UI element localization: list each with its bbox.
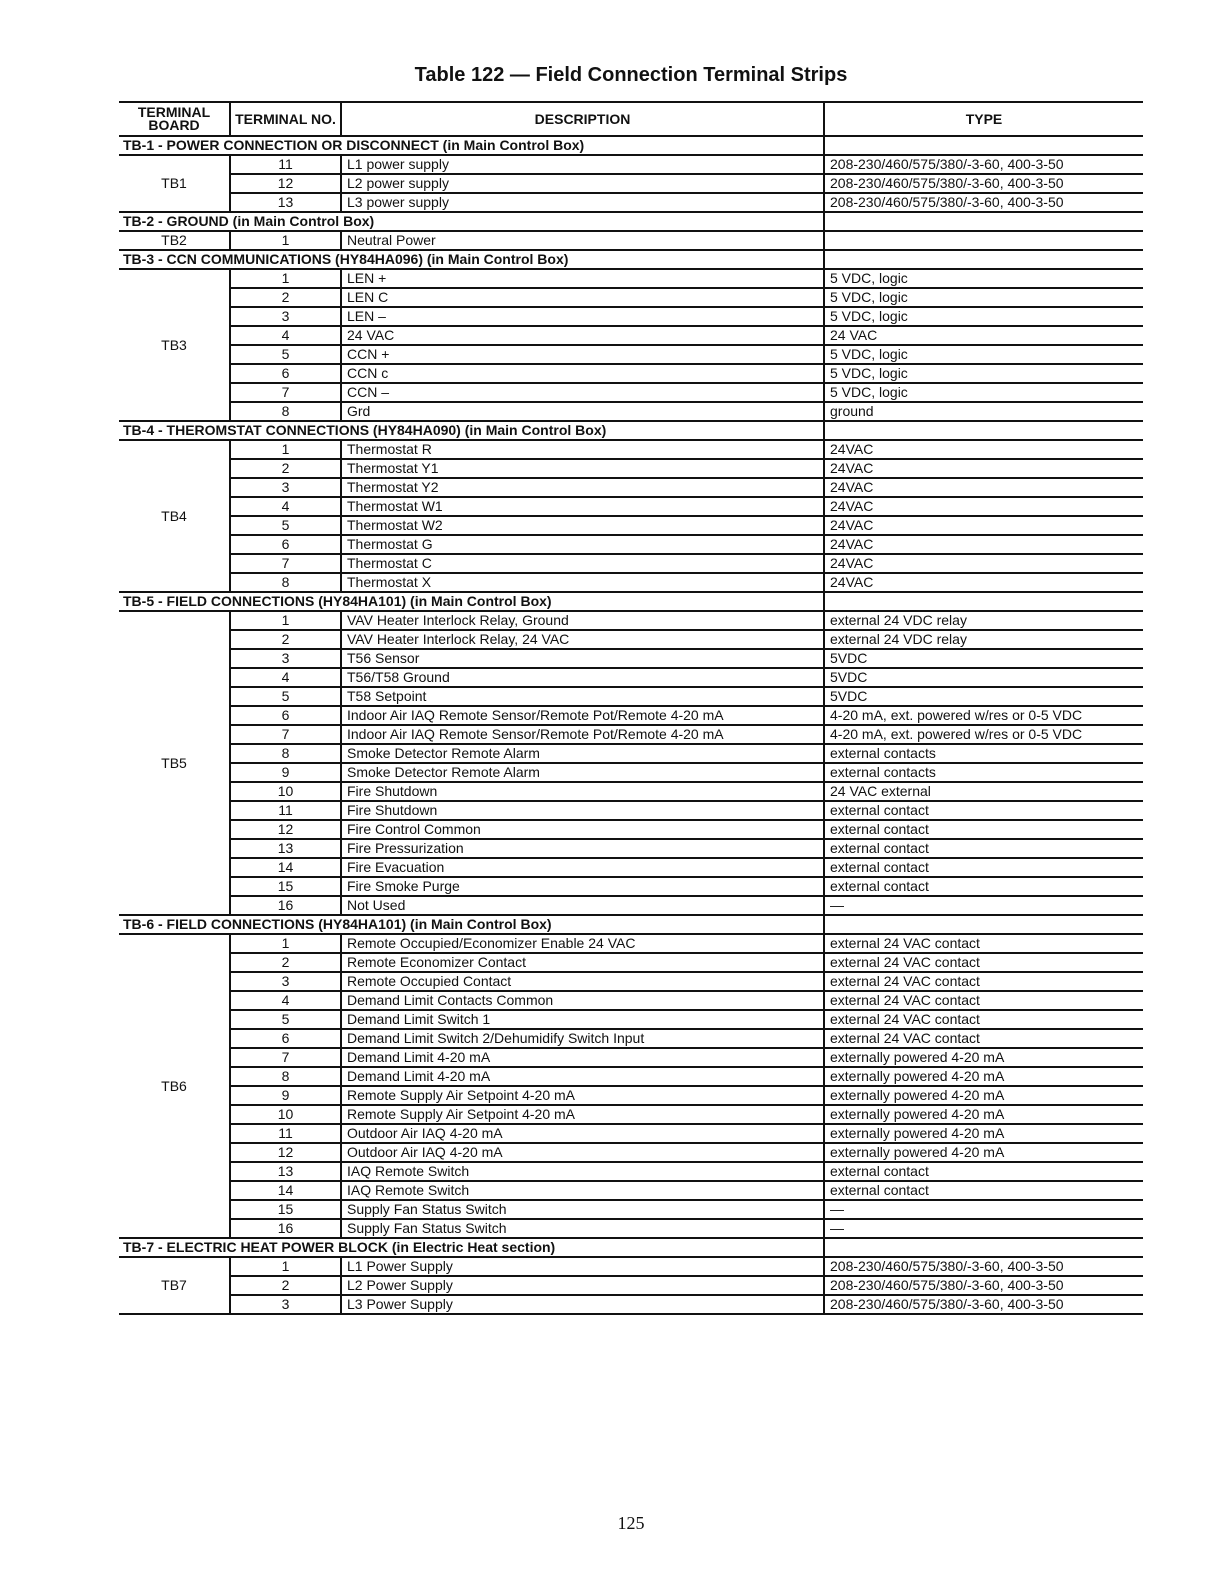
description-cell: Fire Shutdown [341, 782, 824, 801]
table-row [119, 1200, 1143, 1219]
section-title: TB-3 - CCN COMMUNICATIONS (HY84HA096) (in Main Control Box) [119, 250, 824, 269]
table-row [119, 193, 1143, 212]
table-row [119, 820, 1143, 839]
terminal-number-cell: 13 [230, 193, 341, 212]
terminal-number-cell: 11 [230, 155, 341, 174]
terminal-number-cell: 4 [230, 991, 341, 1010]
table-row [119, 573, 1143, 592]
terminal-number-cell: 6 [230, 364, 341, 383]
table-row [119, 1029, 1143, 1048]
terminal-board-cell: TB3 [119, 269, 230, 421]
table-row [119, 1295, 1143, 1314]
table-row [119, 554, 1143, 573]
description-cell: Remote Occupied/Economizer Enable 24 VAC [341, 934, 824, 953]
section-title: TB-1 - POWER CONNECTION OR DISCONNECT (in Main Control Box) [119, 136, 824, 155]
description-cell: Fire Pressurization [341, 839, 824, 858]
table-row [119, 1086, 1143, 1105]
table-row [119, 345, 1143, 364]
description-cell: Remote Supply Air Setpoint 4-20 mA [341, 1086, 824, 1105]
terminal-number-cell: 8 [230, 744, 341, 763]
table-row [119, 155, 1143, 174]
table-row [119, 174, 1143, 193]
terminal-number-cell: 6 [230, 706, 341, 725]
type-cell: externally powered 4-20 mA [824, 1143, 1143, 1162]
section-title: TB-2 - GROUND (in Main Control Box) [119, 212, 824, 231]
table-row [119, 1143, 1143, 1162]
description-cell: T58 Setpoint [341, 687, 824, 706]
table-row [119, 972, 1143, 991]
description-cell: Fire Control Common [341, 820, 824, 839]
table-row [119, 459, 1143, 478]
table-row [119, 478, 1143, 497]
terminal-number-cell: 3 [230, 1295, 341, 1314]
table-row [119, 364, 1143, 383]
type-cell: 24VAC [824, 497, 1143, 516]
page-number: 125 [617, 1513, 645, 1533]
description-cell: T56 Sensor [341, 649, 824, 668]
terminal-number-cell: 16 [230, 896, 341, 915]
type-cell: 208-230/460/575/380/-3-60, 400-3-50 [824, 1276, 1143, 1295]
table-row [119, 326, 1143, 345]
description-cell: Indoor Air IAQ Remote Sensor/Remote Pot/Remote 4-20 mA [341, 706, 824, 725]
type-cell: external contact [824, 839, 1143, 858]
type-cell: external contacts [824, 763, 1143, 782]
terminal-number-cell: 3 [230, 649, 341, 668]
terminal-number-cell: 2 [230, 630, 341, 649]
description-cell: 24 VAC [341, 326, 824, 345]
table-row [119, 269, 1143, 288]
table-row [119, 1010, 1143, 1029]
description-cell: Thermostat G [341, 535, 824, 554]
type-cell: 24 VAC [824, 326, 1143, 345]
type-cell: 24VAC [824, 459, 1143, 478]
table-row [119, 858, 1143, 877]
table-row [119, 668, 1143, 687]
type-cell: 5VDC [824, 649, 1143, 668]
terminal-number-cell: 2 [230, 288, 341, 307]
section-header-row [119, 592, 1143, 611]
terminal-number-cell: 5 [230, 1010, 341, 1029]
terminal-number-cell: 4 [230, 497, 341, 516]
table-row [119, 1048, 1143, 1067]
table-row [119, 516, 1143, 535]
terminal-number-cell: 10 [230, 782, 341, 801]
table-row [119, 896, 1143, 915]
table-row [119, 1257, 1143, 1276]
table-row [119, 991, 1143, 1010]
terminal-board-cell: TB4 [119, 440, 230, 592]
terminal-number-cell: 12 [230, 1143, 341, 1162]
description-cell: Outdoor Air IAQ 4-20 mA [341, 1143, 824, 1162]
table-row [119, 649, 1143, 668]
terminal-number-cell: 7 [230, 1048, 341, 1067]
type-cell: external contact [824, 877, 1143, 896]
section-title: TB-5 - FIELD CONNECTIONS (HY84HA101) (in Main Control Box) [119, 592, 824, 611]
terminal-number-cell: 6 [230, 535, 341, 554]
table-row [119, 1219, 1143, 1238]
type-cell: 5 VDC, logic [824, 364, 1143, 383]
description-cell: L3 power supply [341, 193, 824, 212]
terminal-board-cell: TB6 [119, 934, 230, 1238]
terminal-number-cell: 7 [230, 383, 341, 402]
description-cell: LEN C [341, 288, 824, 307]
description-cell: Thermostat R [341, 440, 824, 459]
type-cell: 24VAC [824, 440, 1143, 459]
section-type-blank [824, 592, 1143, 611]
description-cell: Thermostat Y2 [341, 478, 824, 497]
table-row [119, 611, 1143, 630]
table-row [119, 1105, 1143, 1124]
type-cell: externally powered 4-20 mA [824, 1086, 1143, 1105]
type-cell: external 24 VDC relay [824, 630, 1143, 649]
terminal-strips-table [119, 101, 1143, 1315]
table-row [119, 1276, 1143, 1295]
type-cell: 5 VDC, logic [824, 288, 1143, 307]
terminal-board-cell: TB7 [119, 1257, 230, 1314]
description-cell: CCN – [341, 383, 824, 402]
section-header-row [119, 1238, 1143, 1257]
section-title: TB-6 - FIELD CONNECTIONS (HY84HA101) (in Main Control Box) [119, 915, 824, 934]
terminal-number-cell: 2 [230, 953, 341, 972]
terminal-number-cell: 12 [230, 820, 341, 839]
header-row [119, 102, 1143, 136]
terminal-number-cell: 3 [230, 307, 341, 326]
type-cell: 208-230/460/575/380/-3-60, 400-3-50 [824, 193, 1143, 212]
type-cell: external contact [824, 858, 1143, 877]
description-cell: L1 Power Supply [341, 1257, 824, 1276]
type-cell: — [824, 896, 1143, 915]
description-cell: Fire Evacuation [341, 858, 824, 877]
table-row [119, 288, 1143, 307]
description-cell: Demand Limit Switch 2/Dehumidify Switch Input [341, 1029, 824, 1048]
type-cell: 5 VDC, logic [824, 383, 1143, 402]
type-cell: external 24 VAC contact [824, 972, 1143, 991]
type-cell: ground [824, 402, 1143, 421]
table-row [119, 687, 1143, 706]
type-cell: 24 VAC external [824, 782, 1143, 801]
type-cell: external contact [824, 1181, 1143, 1200]
type-cell: 5 VDC, logic [824, 345, 1143, 364]
terminal-number-cell: 3 [230, 972, 341, 991]
table-title: Table 122 — Field Connection Terminal Strips [414, 64, 848, 86]
terminal-number-cell: 15 [230, 877, 341, 896]
table-row [119, 801, 1143, 820]
table-row [119, 1124, 1143, 1143]
type-cell: 5 VDC, logic [824, 307, 1143, 326]
type-cell: external 24 VAC contact [824, 1010, 1143, 1029]
table-row [119, 706, 1143, 725]
header-description: DESCRIPTION [341, 102, 824, 136]
terminal-board-cell: TB1 [119, 155, 230, 212]
description-cell: Remote Economizer Contact [341, 953, 824, 972]
table-row [119, 440, 1143, 459]
description-cell: Demand Limit 4-20 mA [341, 1048, 824, 1067]
description-cell: Thermostat X [341, 573, 824, 592]
table-row [119, 1067, 1143, 1086]
description-cell: IAQ Remote Switch [341, 1162, 824, 1181]
section-type-blank [824, 136, 1143, 155]
type-cell: 4-20 mA, ext. powered w/res or 0-5 VDC [824, 706, 1143, 725]
type-cell: externally powered 4-20 mA [824, 1067, 1143, 1086]
terminal-number-cell: 15 [230, 1200, 341, 1219]
type-cell: 24VAC [824, 535, 1143, 554]
terminal-number-cell: 11 [230, 801, 341, 820]
table-row [119, 231, 1143, 250]
section-type-blank [824, 915, 1143, 934]
type-cell: 208-230/460/575/380/-3-60, 400-3-50 [824, 155, 1143, 174]
description-cell: Neutral Power [341, 231, 824, 250]
section-header-row [119, 421, 1143, 440]
description-cell: Thermostat C [341, 554, 824, 573]
terminal-board-cell: TB2 [119, 231, 230, 250]
description-cell: Demand Limit 4-20 mA [341, 1067, 824, 1086]
terminal-number-cell: 1 [230, 934, 341, 953]
terminal-number-cell: 1 [230, 611, 341, 630]
terminal-number-cell: 12 [230, 174, 341, 193]
description-cell: VAV Heater Interlock Relay, 24 VAC [341, 630, 824, 649]
type-cell: external contact [824, 1162, 1143, 1181]
terminal-number-cell: 2 [230, 1276, 341, 1295]
description-cell: CCN + [341, 345, 824, 364]
terminal-number-cell: 11 [230, 1124, 341, 1143]
section-type-blank [824, 250, 1143, 269]
section-header-row [119, 212, 1143, 231]
description-cell: Grd [341, 402, 824, 421]
terminal-number-cell: 6 [230, 1029, 341, 1048]
type-cell: 5 VDC, logic [824, 269, 1143, 288]
description-cell: LEN – [341, 307, 824, 326]
section-type-blank [824, 421, 1143, 440]
description-cell: Thermostat W2 [341, 516, 824, 535]
terminal-board-cell: TB5 [119, 611, 230, 915]
type-cell: external contact [824, 820, 1143, 839]
type-cell: 208-230/460/575/380/-3-60, 400-3-50 [824, 174, 1143, 193]
description-cell: Remote Supply Air Setpoint 4-20 mA [341, 1105, 824, 1124]
description-cell: L2 Power Supply [341, 1276, 824, 1295]
header-type: TYPE [824, 102, 1143, 136]
table-row [119, 497, 1143, 516]
terminal-number-cell: 1 [230, 1257, 341, 1276]
description-cell: LEN + [341, 269, 824, 288]
terminal-number-cell: 1 [230, 231, 341, 250]
section-header-row [119, 250, 1143, 269]
section-title: TB-7 - ELECTRIC HEAT POWER BLOCK (in Electric Heat section) [119, 1238, 824, 1257]
description-cell: Smoke Detector Remote Alarm [341, 763, 824, 782]
terminal-number-cell: 10 [230, 1105, 341, 1124]
header-terminal-no: TERMINAL NO. [230, 102, 341, 136]
type-cell: external 24 VAC contact [824, 991, 1143, 1010]
section-type-blank [824, 212, 1143, 231]
description-cell: VAV Heater Interlock Relay, Ground [341, 611, 824, 630]
terminal-number-cell: 8 [230, 1067, 341, 1086]
terminal-number-cell: 13 [230, 839, 341, 858]
table-row [119, 307, 1143, 326]
table-body [119, 136, 1143, 1314]
terminal-number-cell: 7 [230, 725, 341, 744]
section-type-blank [824, 1238, 1143, 1257]
type-cell: 24VAC [824, 573, 1143, 592]
terminal-number-cell: 8 [230, 573, 341, 592]
table-row [119, 1162, 1143, 1181]
type-cell: externally powered 4-20 mA [824, 1124, 1143, 1143]
description-cell: Smoke Detector Remote Alarm [341, 744, 824, 763]
section-header-row [119, 915, 1143, 934]
table-row [119, 782, 1143, 801]
table-row [119, 953, 1143, 972]
terminal-number-cell: 9 [230, 1086, 341, 1105]
type-cell: — [824, 1200, 1143, 1219]
terminal-number-cell: 16 [230, 1219, 341, 1238]
description-cell: Not Used [341, 896, 824, 915]
description-cell: Supply Fan Status Switch [341, 1200, 824, 1219]
table-row [119, 839, 1143, 858]
description-cell: Indoor Air IAQ Remote Sensor/Remote Pot/Remote 4-20 mA [341, 725, 824, 744]
table-row [119, 744, 1143, 763]
header-terminal-board: TERMINAL BOARD [119, 102, 230, 136]
terminal-number-cell: 5 [230, 516, 341, 535]
description-cell: Thermostat Y1 [341, 459, 824, 478]
description-cell: Thermostat W1 [341, 497, 824, 516]
description-cell: T56/T58 Ground [341, 668, 824, 687]
description-cell: Outdoor Air IAQ 4-20 mA [341, 1124, 824, 1143]
type-cell: — [824, 1219, 1143, 1238]
type-cell: 5VDC [824, 668, 1143, 687]
terminal-number-cell: 2 [230, 459, 341, 478]
description-cell: L2 power supply [341, 174, 824, 193]
table-row [119, 630, 1143, 649]
description-cell: L1 power supply [341, 155, 824, 174]
terminal-number-cell: 4 [230, 668, 341, 687]
terminal-number-cell: 9 [230, 763, 341, 782]
description-cell: Fire Shutdown [341, 801, 824, 820]
terminal-number-cell: 13 [230, 1162, 341, 1181]
table-row [119, 383, 1143, 402]
table-row [119, 763, 1143, 782]
terminal-number-cell: 1 [230, 269, 341, 288]
description-cell: L3 Power Supply [341, 1295, 824, 1314]
type-cell: 208-230/460/575/380/-3-60, 400-3-50 [824, 1257, 1143, 1276]
description-cell: IAQ Remote Switch [341, 1181, 824, 1200]
type-cell: external 24 VAC contact [824, 1029, 1143, 1048]
description-cell: CCN c [341, 364, 824, 383]
type-cell: 5VDC [824, 687, 1143, 706]
table-row [119, 725, 1143, 744]
type-cell [824, 231, 1143, 250]
description-cell: Fire Smoke Purge [341, 877, 824, 896]
description-cell: Supply Fan Status Switch [341, 1219, 824, 1238]
type-cell: 24VAC [824, 478, 1143, 497]
terminal-number-cell: 5 [230, 687, 341, 706]
description-cell: Remote Occupied Contact [341, 972, 824, 991]
terminal-number-cell: 7 [230, 554, 341, 573]
description-cell: Demand Limit Contacts Common [341, 991, 824, 1010]
terminal-number-cell: 3 [230, 478, 341, 497]
terminal-number-cell: 14 [230, 1181, 341, 1200]
terminal-number-cell: 4 [230, 326, 341, 345]
section-title: TB-4 - THEROMSTAT CONNECTIONS (HY84HA090) (in Main Control Box) [119, 421, 824, 440]
type-cell: 24VAC [824, 516, 1143, 535]
terminal-number-cell: 5 [230, 345, 341, 364]
type-cell: external contact [824, 801, 1143, 820]
description-cell: Demand Limit Switch 1 [341, 1010, 824, 1029]
type-cell: 208-230/460/575/380/-3-60, 400-3-50 [824, 1295, 1143, 1314]
type-cell: external 24 VAC contact [824, 953, 1143, 972]
type-cell: externally powered 4-20 mA [824, 1105, 1143, 1124]
table-row [119, 535, 1143, 554]
table-row [119, 402, 1143, 421]
terminal-number-cell: 14 [230, 858, 341, 877]
type-cell: externally powered 4-20 mA [824, 1048, 1143, 1067]
type-cell: external 24 VDC relay [824, 611, 1143, 630]
table-row [119, 1181, 1143, 1200]
table-row [119, 877, 1143, 896]
type-cell: external contacts [824, 744, 1143, 763]
table-row [119, 934, 1143, 953]
terminal-number-cell: 1 [230, 440, 341, 459]
type-cell: 4-20 mA, ext. powered w/res or 0-5 VDC [824, 725, 1143, 744]
type-cell: external 24 VAC contact [824, 934, 1143, 953]
terminal-number-cell: 8 [230, 402, 341, 421]
section-header-row [119, 136, 1143, 155]
type-cell: 24VAC [824, 554, 1143, 573]
